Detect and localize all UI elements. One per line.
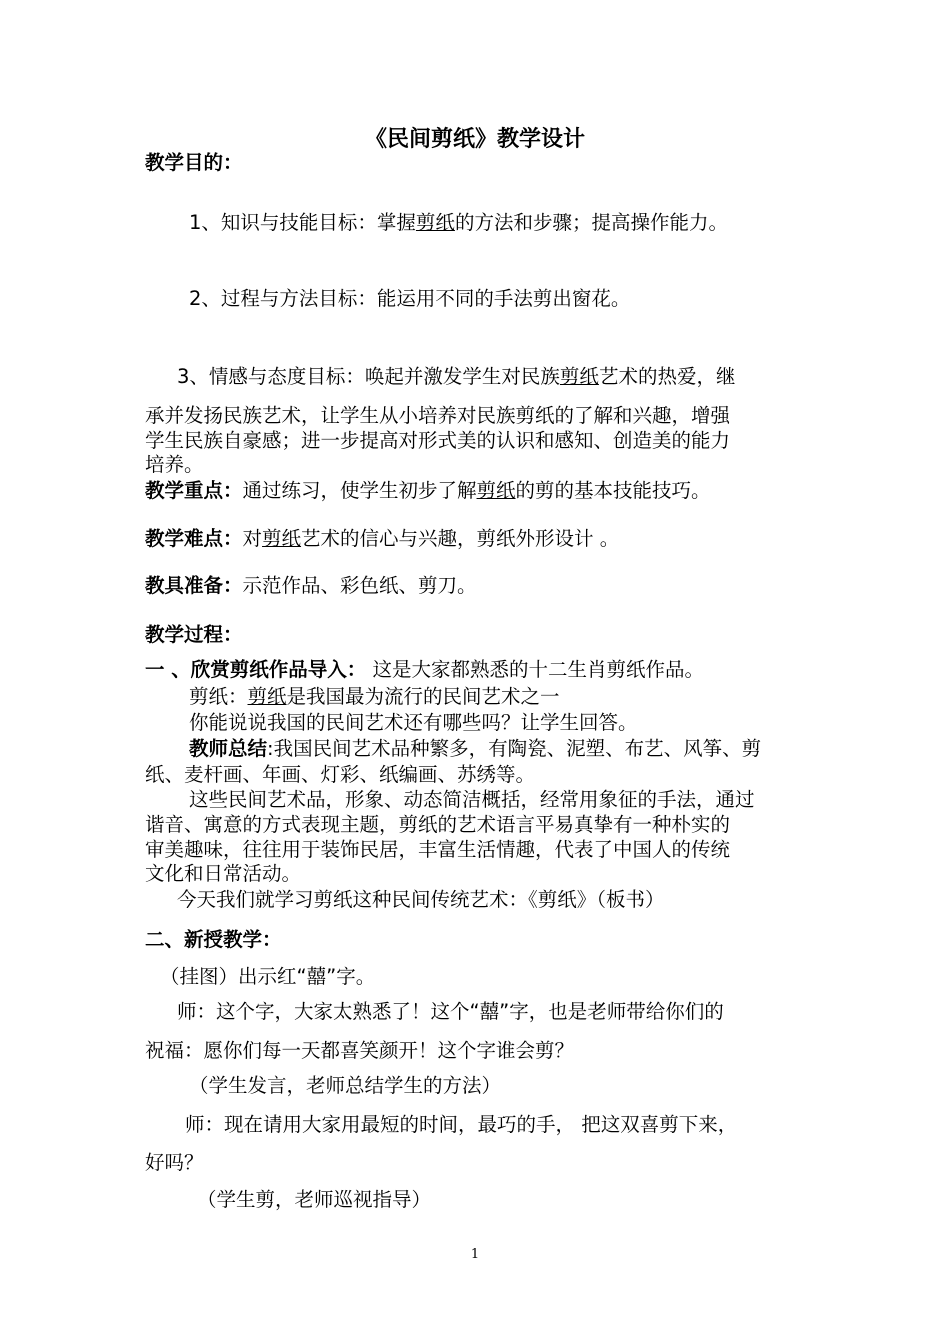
section-2-heading: 二、新授教学：	[145, 928, 282, 951]
underlined-term: 剪纸	[247, 685, 287, 708]
objective-3-text: 3、情感与态度目标：唤起并激发学生对民族	[177, 365, 560, 388]
underlined-term: 剪纸	[415, 211, 455, 234]
section-1-line-10: 今天我们就学习剪纸这种民间传统艺术：《剪纸》（板书）	[177, 888, 665, 911]
page-number: 1	[470, 1247, 480, 1262]
section-1-line-4	[189, 737, 761, 761]
section-1-heading	[145, 658, 704, 682]
section-1-line-2-text-end: 是我国最为流行的民间艺术之一	[286, 685, 560, 708]
underlined-term: 剪纸	[476, 479, 516, 502]
section-2-line-1: （挂图）出示红“囍”字。	[160, 965, 376, 988]
tools-label: 教具准备：	[145, 574, 243, 597]
key-point-label: 教学重点：	[145, 479, 243, 502]
objective-1-text-end: 的方法和步骤；提高操作能力。	[454, 211, 728, 234]
section-2-line-3: 祝福：愿你们每一天都喜笑颜开！这个字谁会剪？	[145, 1039, 575, 1062]
section-1-line-6: 这些民间艺术品，形象、动态简洁概括，经常用象征的手法，通过	[189, 788, 755, 811]
section-1-line-3: 你能说说我国的民间艺术还有哪些吗？让学生回答。	[189, 711, 638, 734]
key-point	[145, 479, 711, 503]
objective-3	[177, 365, 735, 389]
section-1-line-8: 审美趣味，往往用于装饰民居，丰富生活情趣，代表了中国人的传统	[145, 838, 731, 861]
section-1-text: 这是大家都熟悉的十二生肖剪纸作品。	[366, 658, 704, 681]
underlined-term: 剪纸	[559, 365, 599, 388]
objective-1	[189, 211, 728, 235]
objective-2: 2、过程与方法目标：能运用不同的手法剪出窗花。	[189, 287, 631, 310]
section-1-label: 一 、欣赏剪纸作品导入：	[145, 658, 367, 681]
section-2-line-7: （学生剪，老师巡视指导）	[197, 1188, 432, 1211]
tools-text: 示范作品、彩色纸、剪刀。	[242, 574, 477, 597]
underlined-term: 剪纸	[262, 527, 302, 550]
difficulty-label: 教学难点：	[145, 527, 243, 550]
key-point-text: 通过练习，使学生初步了解	[242, 479, 477, 502]
teacher-summary-label: 教师总结	[189, 737, 268, 760]
document-title: 《民间剪纸》教学设计	[364, 127, 585, 152]
section-1-line-5: 纸、麦杆画、年画、灯彩、纸编画、苏绣等。	[145, 763, 536, 786]
key-point-text-end: 的剪的基本技能技巧。	[515, 479, 711, 502]
section-2-line-4: （学生发言，老师总结学生的方法）	[189, 1074, 502, 1097]
objectives-heading: 教学目的：	[145, 151, 243, 174]
objective-1-text: 1、知识与技能目标：掌握	[189, 211, 416, 234]
objective-3-text-end: 艺术的热爱，继	[598, 365, 736, 388]
section-1-line-2-text: 剪纸：	[189, 685, 248, 708]
objective-3-line-2: 承并发扬民族艺术，让学生从小培养对民族剪纸的了解和兴趣，增强	[145, 404, 731, 427]
section-2-line-6: 好吗？	[145, 1151, 204, 1174]
section-2-line-2: 师：这个字，大家太熟悉了！这个“囍”字，也是老师带给你们的	[177, 1000, 724, 1023]
teacher-summary-text: :我国民间艺术品种繁多，有陶瓷、泥塑、布艺、风筝、剪	[267, 737, 762, 760]
difficulty-text-end: 艺术的信心与兴趣，剪纸外形设计 。	[301, 527, 620, 550]
section-1-line-9: 文化和日常活动。	[145, 862, 302, 885]
difficulty-text: 对	[242, 527, 263, 550]
section-1-line-2	[189, 685, 560, 709]
process-heading: 教学过程：	[145, 623, 243, 646]
objective-3-line-3: 学生民族自豪感；进一步提高对形式美的认识和感知、创造美的能力	[145, 429, 731, 452]
objective-3-line-4: 培养。	[145, 453, 204, 476]
difficulty-point	[145, 527, 619, 551]
section-2-line-5: 师：现在请用大家用最短的时间，最巧的手， 把这双喜剪下来，	[185, 1113, 738, 1136]
tools	[145, 574, 477, 598]
section-1-line-7: 谐音、寓意的方式表现主题，剪纸的艺术语言平易真挚有一种朴实的	[145, 813, 731, 836]
